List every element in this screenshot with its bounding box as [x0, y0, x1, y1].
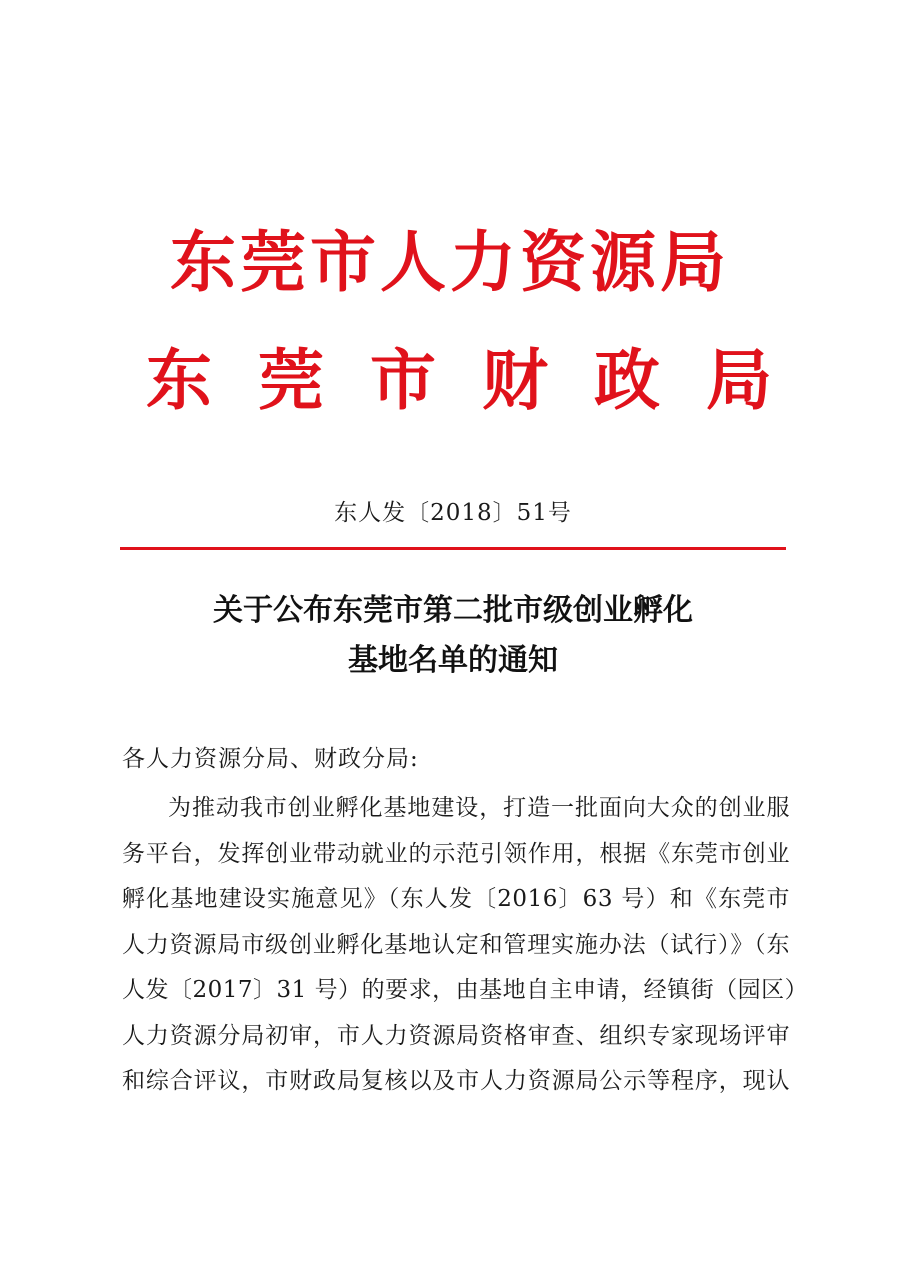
body-line: 务平台，发挥创业带动就业的示范引领作用，根据《东莞市创业 [122, 840, 790, 867]
body-line: 人发〔2017〕31 号）的要求，由基地自主申请，经镇街（园区） [122, 977, 809, 1003]
body-line: 为推动我市创业孵化基地建设，打造一批面向大众的创业服 [168, 795, 790, 821]
body-line: 人力资源局市级创业孵化基地认定和管理实施办法（试行）》（东 [122, 931, 790, 958]
document-title-line-2: 基地名单的通知 [348, 643, 558, 678]
body-line: 人力资源分局初审，市人力资源局资格审查、组织专家现场评审 [122, 1022, 790, 1049]
body-line: 和综合评议，市财政局复核以及市人力资源局公示等程序，现认 [122, 1068, 790, 1094]
red-divider-line [120, 547, 786, 550]
document-title-line-1: 关于公布东莞市第二批市级创业孵化 [213, 593, 693, 628]
document-title [120, 586, 786, 686]
document-number: 东人发〔2018〕51号 [334, 500, 572, 526]
salutation: 各人力资源分局、财政分局: [122, 746, 419, 772]
issuer-header-hr-bureau: 东莞市人力资源局 [170, 223, 730, 301]
body-line: 孵化基地建设实施意见》（东人发〔2016〕63 号）和《东莞市 [122, 886, 790, 912]
body-paragraph [122, 786, 809, 1105]
issuer-header-finance-bureau: 东莞市财政局 [146, 341, 818, 419]
